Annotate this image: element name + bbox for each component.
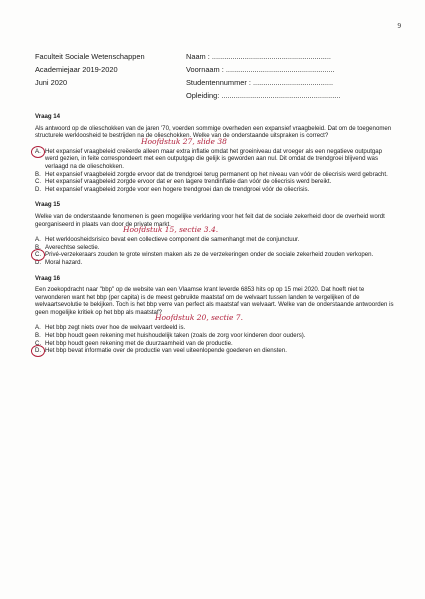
question-14-text: Als antwoord op de olieschokken van de jaren '70, voerden sommige overheden een expansief vraagbeleid. Dat om de toegenomen structurele werkloosheid te bestrijden na de olieschokken. Welke van de onderstaande uitspraken is correct? (35, 124, 392, 140)
question-15-handwritten-note: Hoofdstuk 15, sectie 3.4. (123, 225, 219, 235)
question-15-option-a: A. Het werkloosheidsrisico bevat een collectieve component die samenhangt met de conjunctuur. (35, 236, 300, 244)
page-number: 9 (397, 22, 401, 30)
question-15-option-b: B. Averechtse selectie. (35, 243, 100, 251)
exam-content (35, 113, 395, 355)
faculty: Faculteit Sociale Wetenschappen (35, 52, 145, 61)
student-number-field: Studentennummer : ....................................... (186, 78, 334, 87)
question-16-title: Vraag 16 (35, 274, 61, 282)
question-15-text: Welke van de onderstaande fenomenen is geen mogelijke verklaring voor het feit dat de sociale zekerheid door de overheid wordt georganiseerd in plaats van door de private markt. (35, 212, 385, 228)
academic-year: Academiejaar 2019-2020 (35, 65, 118, 74)
answer-circle-icon (31, 345, 45, 357)
first-name-field: Voornaam : ..................................................... (186, 65, 335, 74)
question-14-handwritten-note: Hoofdstuk 27, slide 38 (141, 136, 227, 146)
question-14-option-d: D. Het expansief vraagbeleid zorgde voor een hogere trendgroei dan de trendgroei vóór de oliecrisis. (35, 185, 310, 193)
answer-circle-icon (31, 146, 45, 158)
question-15-option-d: D. Moral hazard. (35, 258, 83, 266)
question-16-option-c: C. Het bbp houdt geen rekening met de duurzaamheid van de productie. (35, 339, 233, 347)
name-field: Naam : .......................................................... (186, 52, 331, 61)
header-left (35, 50, 145, 89)
question-15-option-c: C. Privé-verzekeraars zouden te grote winsten maken als ze de verzekeringen onder de sociale zekerheid zouden verkopen. (35, 251, 395, 259)
question-14-title: Vraag 14 (35, 113, 61, 120)
question-16-option-b: B. Het bbp houdt geen rekening met huishoudelijk taken (zoals de zorg voor kinderen door ouders). (35, 332, 306, 340)
question-16-text: Een zoekopdracht naar "bbp" op de website van een Vlaamse krant leverde 6853 hits op op 15 mei 2020. Dat hoeft niet te verwonderen want het bbp (per capita) is de meest gebruikte maatstaf om de welvaart tussen landen te vergelijken of de welvaartsevolutie te bekijken. Toch is het bbp verre van perfect als maatstaf van welvaart. Welke van de onderstaande antwoorden is geen mogelijke kritiek op het bbp als maatstaf? (35, 286, 394, 316)
question-14-option-c: C. Het expansief vraagbeleid zorgde ervoor dat er een lagere trendinflatie dan vóór de oliecrisis werd bereikt. (35, 178, 332, 186)
question-14-option-b: B. Het expansief vraagbeleid zorgde ervoor dat de trendgroei terug permanent op het niveau van vóór de oliecrisis werd gebracht. (35, 170, 388, 178)
question-15-title: Vraag 15 (35, 201, 61, 209)
header-right (186, 50, 340, 102)
question-14-option-a: A. Het expansief vraagbeleid creëerde alleen maar extra inflatie omdat het groeiniveau dat vroeger als een negatieve outputgap werd gezien, in feite correspondeert met een outputgap die gelijk is geworden aan nul. Dit omdat de trendgroei blijvend was verlaagd na de olieschokken. (35, 148, 395, 171)
exam-date: Juni 2020 (35, 78, 68, 87)
question-16-option-a: A. Het bbp zegt niets over hoe de welvaart verdeeld is. (35, 324, 186, 332)
question-16-option-d: D. Het bbp bevat informatie over de productie van veel uiteenlopende goederen en diensten. (35, 347, 395, 355)
question-16-handwritten-note: Hoofdstuk 20, sectie 7. (155, 313, 243, 323)
program-field: Opleiding: .......................................................... (186, 91, 341, 100)
